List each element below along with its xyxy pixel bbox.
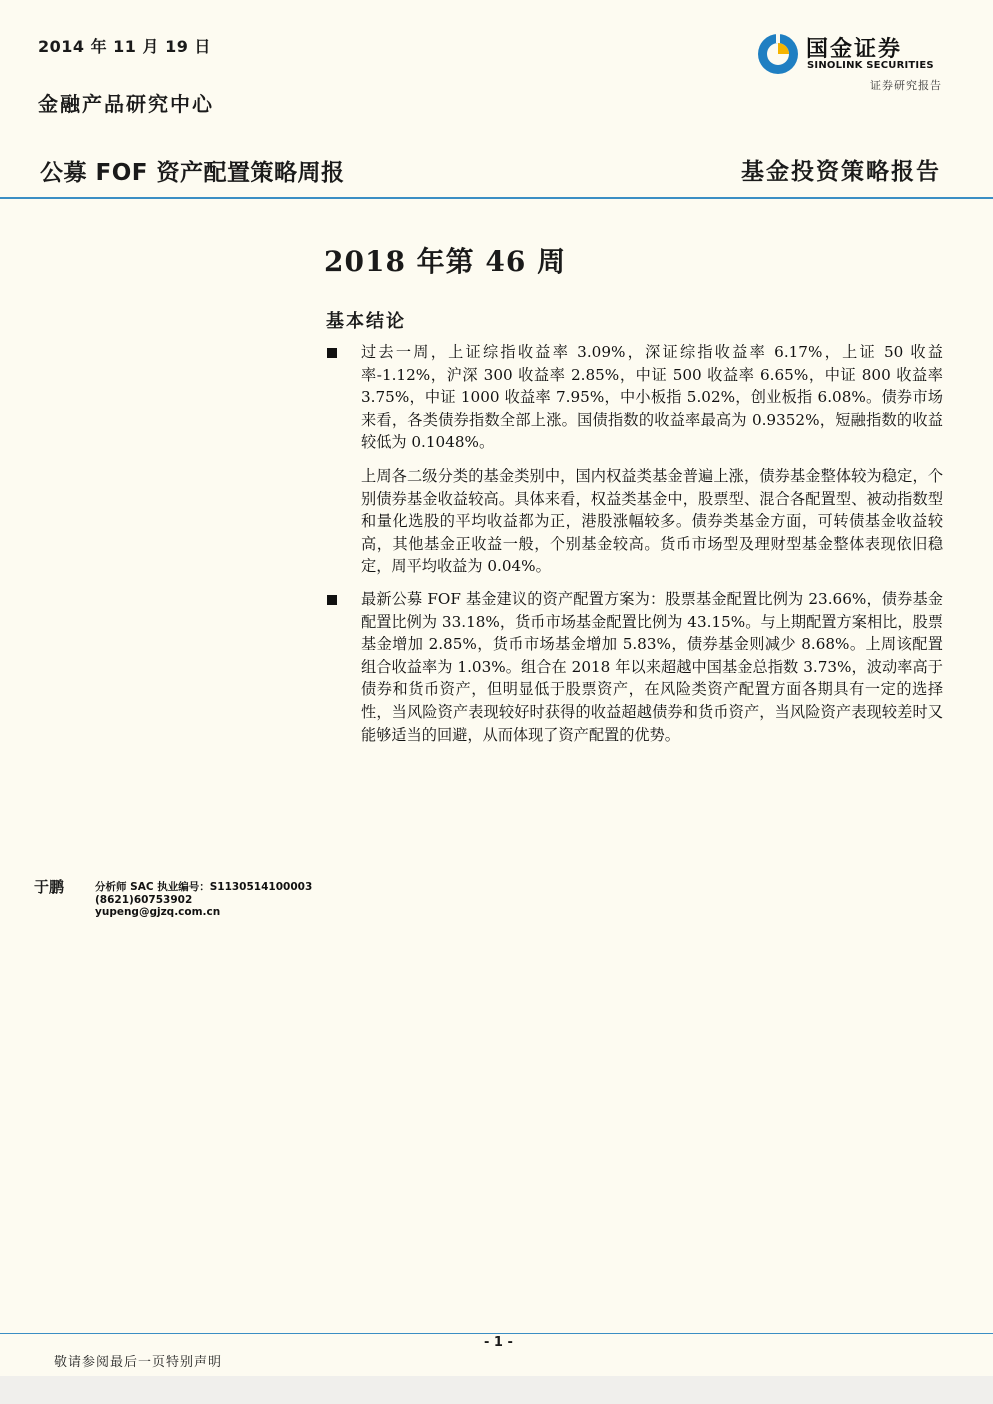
analyst-license: 分析师 SAC 执业编号：S1130514100003 — [95, 881, 313, 893]
analyst-name: 于鹏 — [34, 878, 65, 896]
conclusion-paragraph: 过去一周，上证综指收益率 3.09%，深证综指收益率 6.17%，上证 50 收益率-1.12%，沪深 300 收益率 2.85%，中证 500 收益率 6.65%，中证 800 收益率 3.75%，中证 1000 收益率 7.95%，中小板指 5.02%，创业板指 6.08%。债券市场来看，各类债券指数全部上涨。国债指数的收益率最高为 0.9352%，短融指数的收益较低为 0.1048%。 — [361, 343, 943, 452]
logo-tagline: 证券研究报告 — [870, 79, 942, 92]
research-center: 金融产品研究中心 — [38, 92, 214, 116]
section-title: 基本结论 — [326, 311, 406, 332]
report-title: 公募 FOF 资产配置策略周报 — [40, 160, 345, 186]
report-week: 2018 年第 46 周 — [324, 245, 567, 278]
header-divider — [0, 197, 993, 199]
logo-english-name: SINOLINK SECURITIES — [807, 60, 934, 71]
page-number: - 1 - — [484, 1335, 513, 1350]
sinolink-logo-icon — [756, 32, 800, 76]
conclusion-paragraph: 最新公募 FOF 基金建议的资产配置方案为：股票基金配置比例为 23.66%，债券基金配置比例为 33.18%，货币市场基金配置比例为 43.15%。与上期配置方案相比，股票基金增加 2.85%，货币市场基金增加 5.83%，债券基金则减少 8.68%。上周该配置组合收益率为 1.03%。组合在 2018 年以来超越中国基金总指数 3.73%，波动率高于债券和货币资产，但明显低于股票资产，在风险类资产配置方面各期具有一定的选择性，当风险资产表现较好时获得的收益超越债券和货币资产，当风险资产表现较差时又能够适当的回避，从而体现了资产配置的优势。 — [361, 590, 943, 744]
conclusion-paragraph: 上周各二级分类的基金类别中，国内权益类基金普遍上涨，债券基金整体较为稳定，个别债券基金收益较高。具体来看，权益类基金中，股票型、混合各配置型、被动指数型和量化选股的平均收益都为正，港股涨幅较多。债券类基金方面，可转债基金收益较高，其他基金正收益一般，个别基金较高。货币市场型及理财型基金整体表现依旧稳定，周平均收益为 0.04%。 — [361, 467, 943, 576]
bullet-icon — [327, 348, 337, 358]
logo-chinese-name: 国金证券 — [806, 37, 903, 62]
bullet-icon — [327, 595, 337, 605]
report-type: 基金投资策略报告 — [741, 158, 941, 185]
analyst-email[interactable]: yupeng@gjzq.com.cn — [95, 906, 221, 918]
report-date: 2014 年 11 月 19 日 — [38, 37, 211, 56]
company-logo — [756, 30, 946, 78]
analyst-phone: (8621)60753902 — [95, 893, 193, 906]
analyst-contact — [95, 881, 312, 919]
footer-divider — [0, 1333, 993, 1334]
disclaimer-note: 敬请参阅最后一页特别声明 — [54, 1355, 223, 1370]
